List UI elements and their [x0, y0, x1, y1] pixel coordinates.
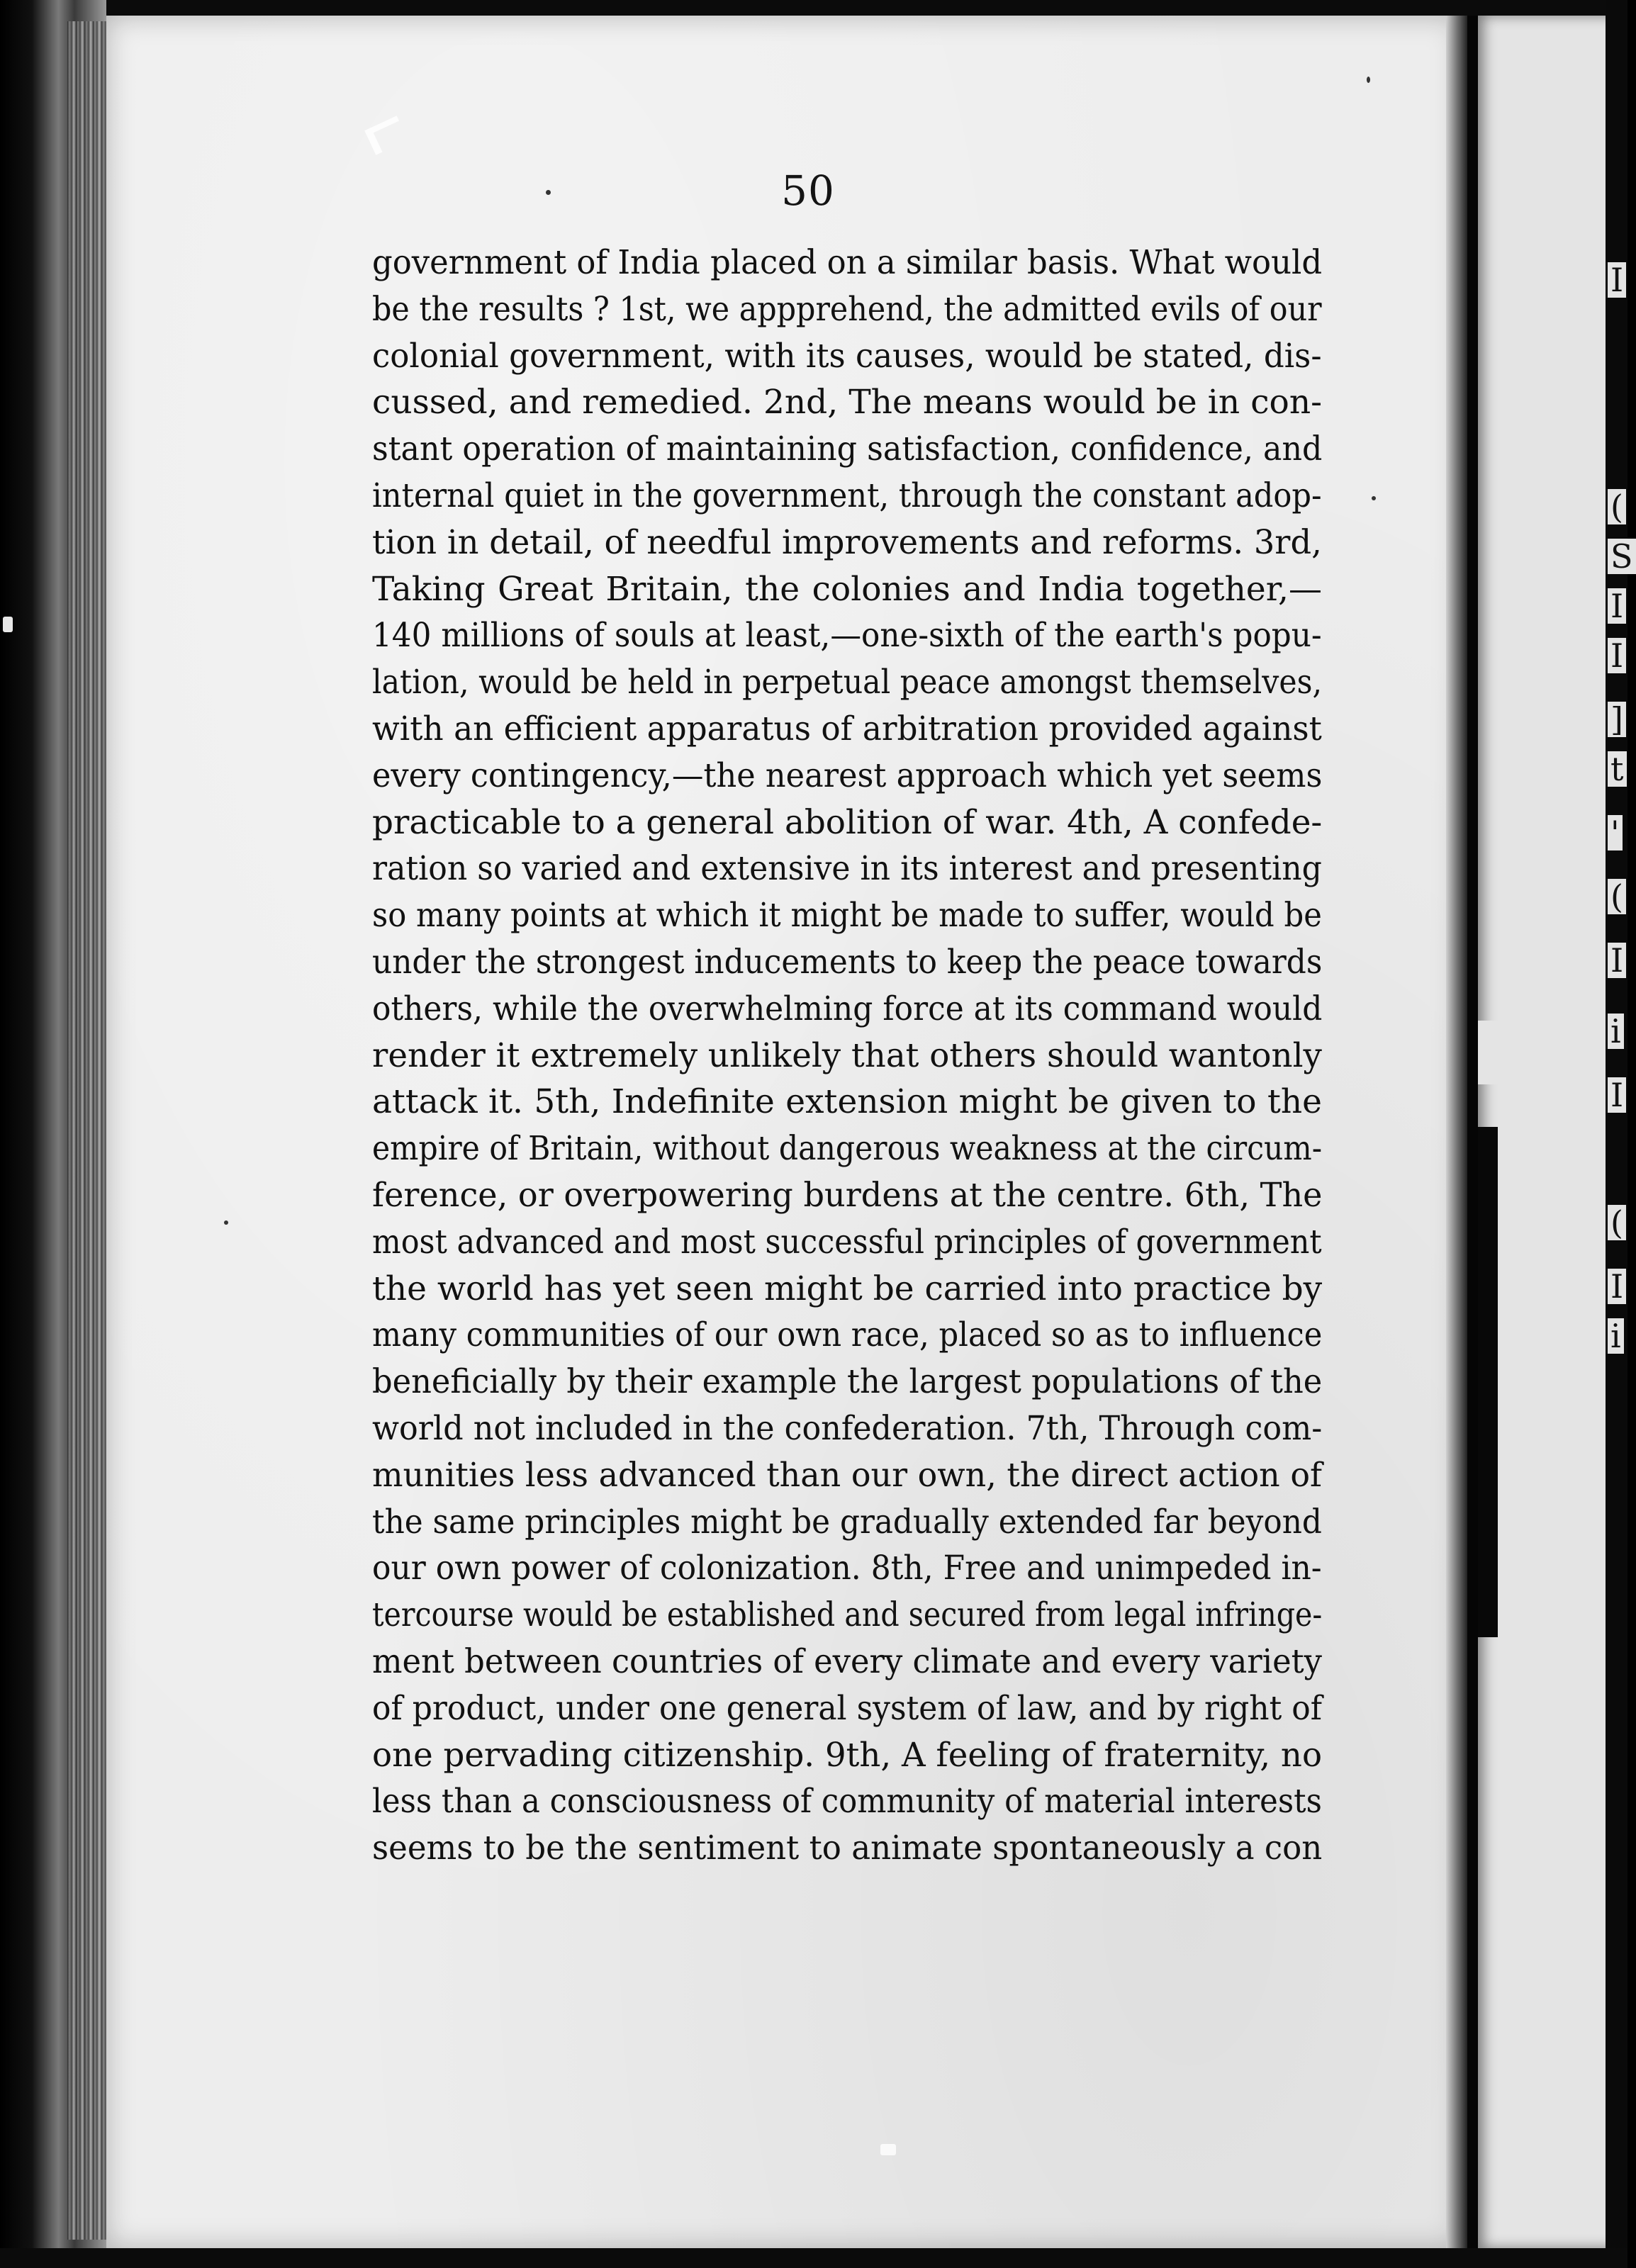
text-line: world not included in the confederation. 7th, Through com- — [372, 1408, 1323, 1448]
paper-flaw — [880, 2144, 896, 2155]
scan-border-bottom — [0, 2248, 1627, 2268]
text-line: attack it. 5th, Indefinite extension might be given to the — [372, 1082, 1322, 1122]
scan-border-top — [0, 0, 1627, 16]
facing-page-letter: ( — [1608, 489, 1626, 524]
text-line: government of India placed on a similar basis. What would — [372, 243, 1323, 282]
text-line: seems to be the sentiment to animate spontaneously a con — [372, 1829, 1323, 1868]
facing-page-letter: ( — [1608, 1205, 1626, 1240]
ink-speck — [1367, 77, 1370, 83]
text-line: under the strongest inducements to keep the peace towards — [372, 942, 1323, 982]
facing-page-letter: I — [1608, 1269, 1626, 1304]
text-line: internal quiet in the government, through the constant adop- — [372, 476, 1322, 515]
facing-page-shadow-bar — [1478, 1127, 1498, 1637]
facing-page-letter: ' — [1608, 815, 1623, 850]
page-stack-edges — [67, 21, 110, 2240]
text-line: every contingency,—the nearest approach which yet seems — [372, 756, 1323, 795]
facing-page-letter: t — [1608, 751, 1627, 787]
text-line: 140 millions of souls at least,—one-sixth of the earth's popu- — [372, 616, 1322, 656]
text-line: practicable to a general abolition of war. 4th, A confede- — [372, 802, 1323, 842]
text-line: so many points at which it might be made to suffer, would be — [372, 896, 1322, 936]
text-line: cussed, and remedied. 2nd, The means would be in con- — [372, 383, 1322, 422]
text-line: tercourse would be established and secured from legal infringe- — [372, 1595, 1323, 1635]
text-line: stant operation of maintaining satisfaction, confidence, and — [372, 430, 1323, 469]
page-number: 50 — [781, 167, 835, 215]
text-line: render it extremely unlikely that others should wantonly — [372, 1035, 1322, 1075]
ink-speck — [546, 190, 551, 195]
text-line: colonial government, with its causes, would be stated, dis- — [372, 336, 1322, 376]
facing-page-letter: I — [1608, 588, 1626, 624]
facing-page-letter: ] — [1608, 702, 1626, 737]
text-line: munities less advanced than our own, the direct action of — [372, 1455, 1323, 1495]
scan-border-right — [1606, 0, 1627, 2268]
facing-page-letter: I — [1608, 1077, 1626, 1113]
body-text — [372, 240, 1322, 1872]
text-line: beneficially by their example the largest populations of the — [372, 1362, 1323, 1402]
text-line: the same principles might be gradually extended far beyond — [372, 1502, 1322, 1542]
text-line: ference, or overpowering burdens at the centre. 6th, The — [372, 1175, 1323, 1215]
text-line: most advanced and most successful principles of government — [372, 1222, 1322, 1262]
text-line: one pervading citizenship. 9th, A feeling of fraternity, no — [372, 1735, 1323, 1775]
text-line: lation, would be held in perpetual peace amongst themselves, — [372, 663, 1323, 702]
facing-page-letter: S — [1608, 539, 1636, 574]
text-line: ration so varied and extensive in its interest and presenting — [372, 849, 1322, 889]
facing-page-letter: i — [1608, 1318, 1624, 1354]
ink-speck — [1372, 496, 1376, 500]
text-line: tion in detail, of needful improvements and reforms. 3rd, — [372, 522, 1322, 562]
text-line: with an efficient apparatus of arbitration provided against — [372, 709, 1322, 748]
facing-page-letter: I — [1608, 943, 1626, 978]
text-line: of product, under one general system of law, and by right of — [372, 1688, 1323, 1728]
scan-artifact-mark — [3, 617, 13, 632]
text-line: our own power of colonization. 8th, Free and unimpeded in- — [372, 1549, 1322, 1588]
text-line: be the results ? 1st, we appprehend, the admitted evils of our — [372, 289, 1322, 329]
text-line: empire of Britain, without dangerous weakness at the circum- — [372, 1129, 1323, 1169]
text-line: the world has yet seen might be carried into practice by — [372, 1269, 1323, 1308]
text-line: many communities of our own race, placed so as to influence — [372, 1315, 1323, 1355]
text-line: others, while the overwhelming force at its command would — [372, 989, 1323, 1028]
facing-page-notch — [1478, 1021, 1506, 1084]
text-line: ment between countries of every climate and every variety — [372, 1641, 1322, 1681]
facing-page-letter: ( — [1608, 879, 1626, 914]
page-fold-shadow — [1446, 16, 1467, 2248]
facing-page-letter: I — [1608, 638, 1626, 673]
facing-page-letter: I — [1608, 262, 1626, 298]
facing-page-letter: i — [1608, 1014, 1624, 1049]
text-line: less than a consciousness of community of material interests — [372, 1782, 1322, 1821]
text-line: Taking Great Britain, the colonies and India together,— — [372, 569, 1322, 609]
ink-speck — [224, 1220, 228, 1225]
